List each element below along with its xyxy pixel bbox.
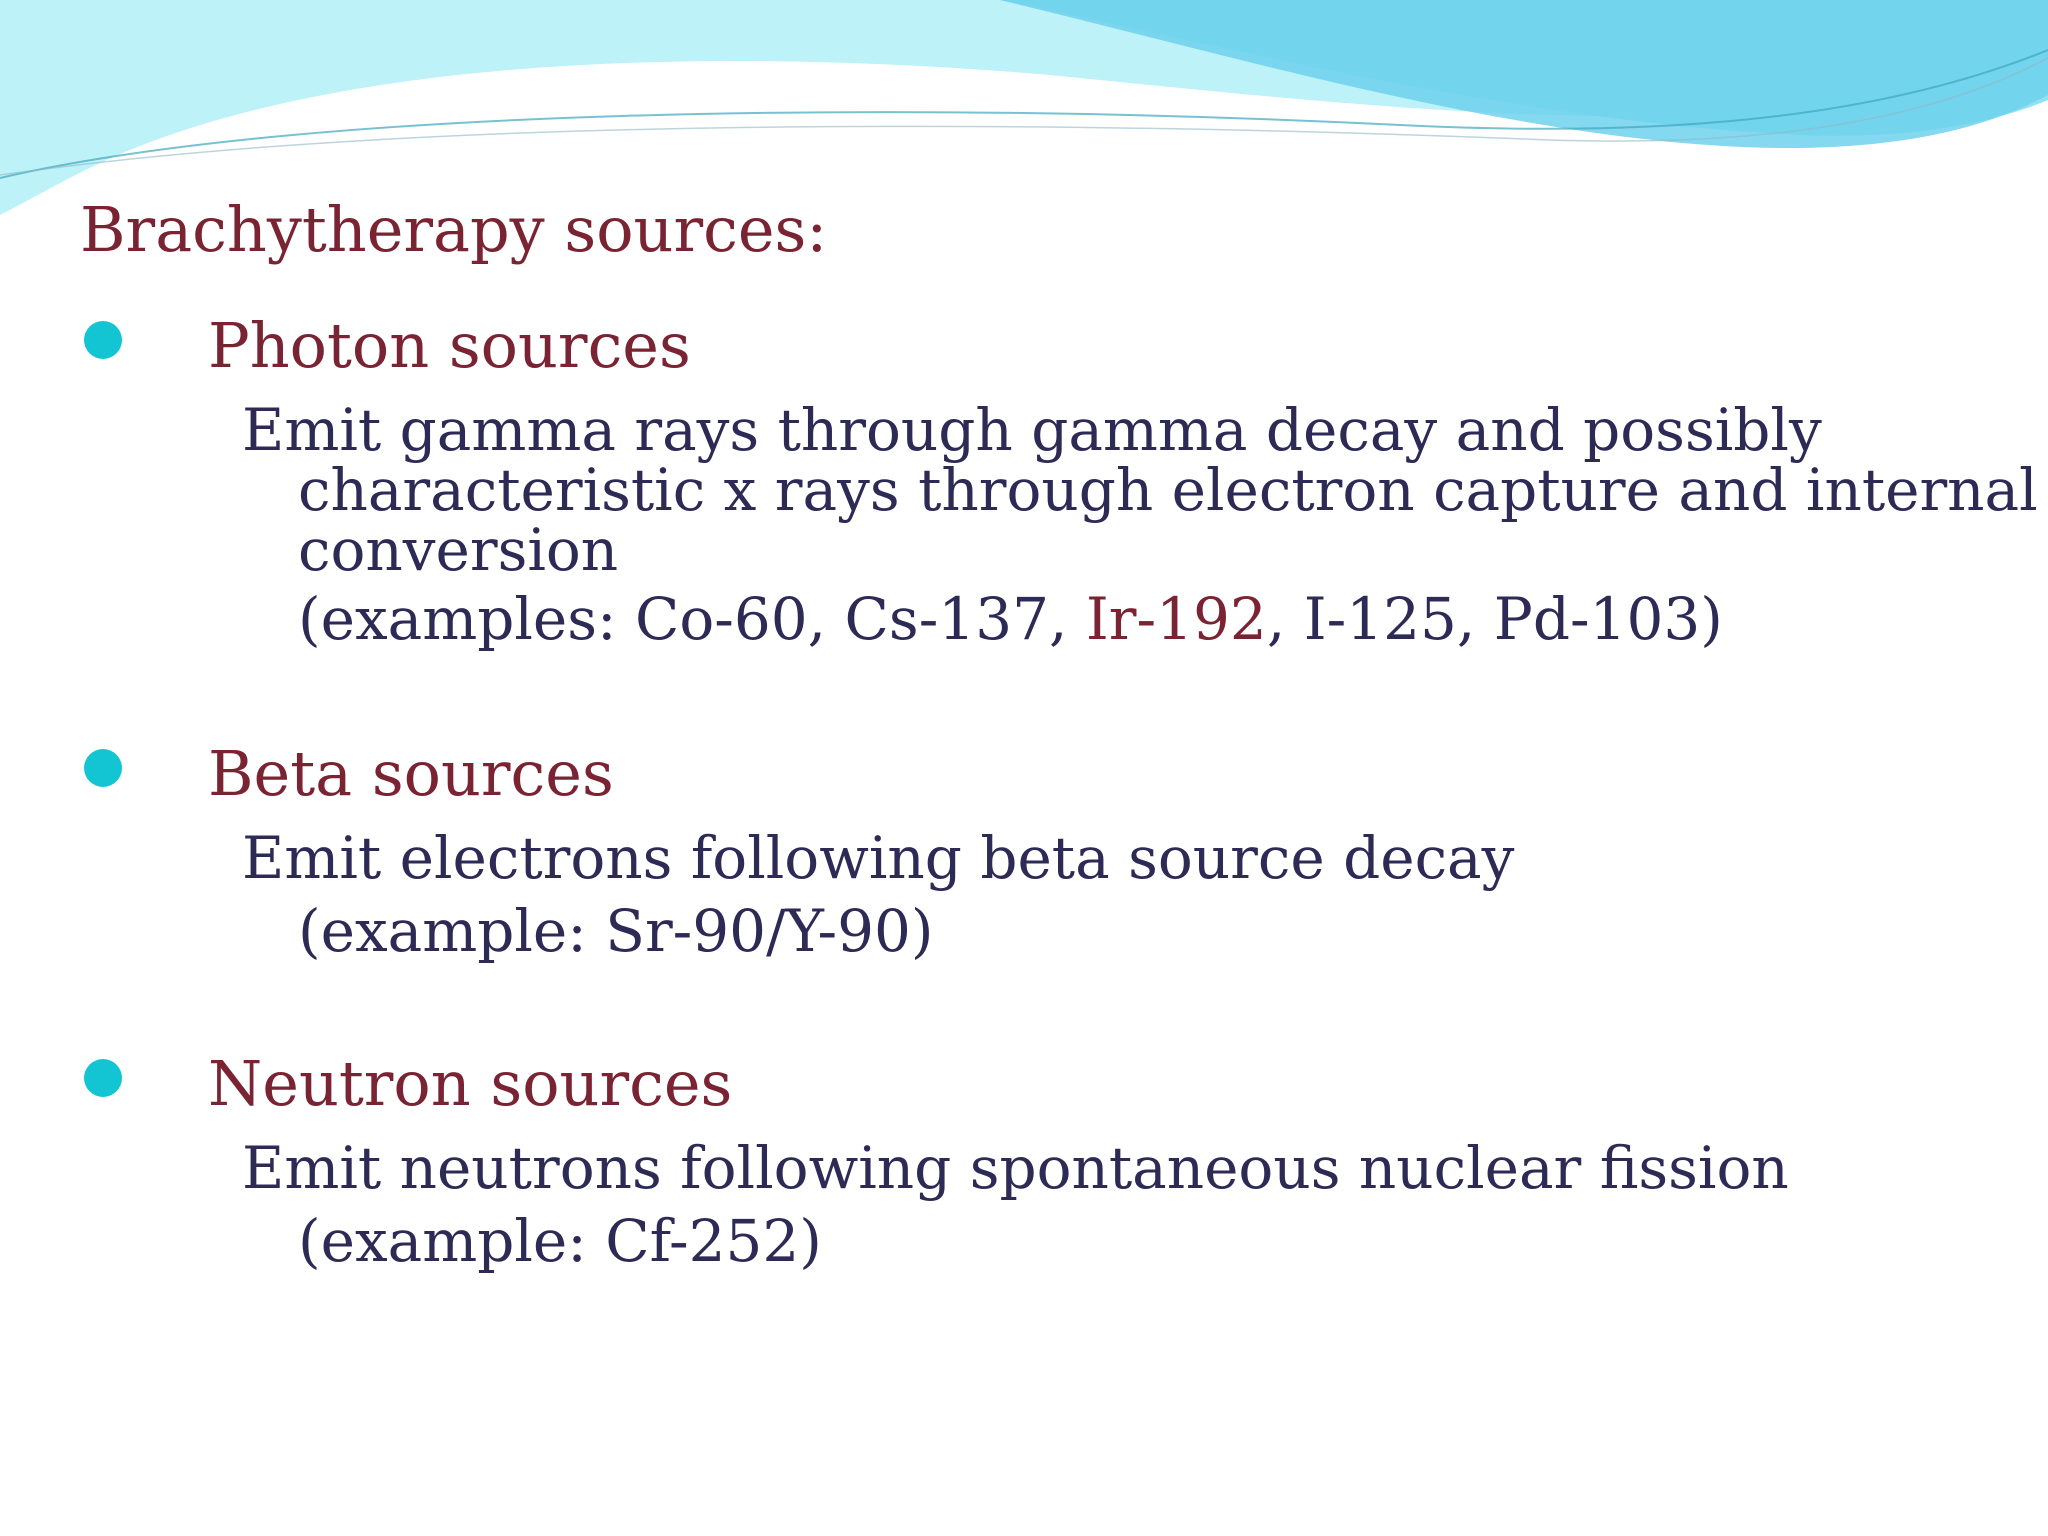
bullet-photon (84, 321, 122, 359)
heading-beta-sources: Beta sources (208, 737, 614, 810)
bullet-beta (84, 749, 122, 787)
slide-title: Brachytherapy sources: (80, 193, 828, 266)
example-text: , I-125, Pd-103) (1266, 585, 1723, 653)
description-line: Emit neutrons following spontaneous nuclear fission (242, 1134, 1789, 1202)
examples-photon-sources (298, 585, 1723, 653)
description-photon-sources (242, 396, 2038, 584)
example-neutron-sources: (example: Cf-252) (298, 1207, 822, 1275)
description-line: conversion (298, 516, 619, 584)
heading-neutron-sources: Neutron sources (208, 1047, 733, 1120)
bullet-neutron (84, 1059, 122, 1097)
example-highlight: Ir-192 (1085, 585, 1267, 653)
description-line: characteristic x rays through electron capture and internal (298, 456, 2038, 524)
example-text: (examples: Co-60, Cs-137, (298, 585, 1086, 653)
description-beta-sources (242, 824, 1515, 892)
description-line: Emit gamma rays through gamma decay and possibly (242, 396, 1822, 464)
example-beta-sources: (example: Sr-90/Y-90) (298, 897, 934, 965)
description-line: Emit electrons following beta source decay (242, 824, 1515, 892)
description-neutron-sources (242, 1134, 1789, 1202)
heading-photon-sources: Photon sources (208, 309, 691, 382)
